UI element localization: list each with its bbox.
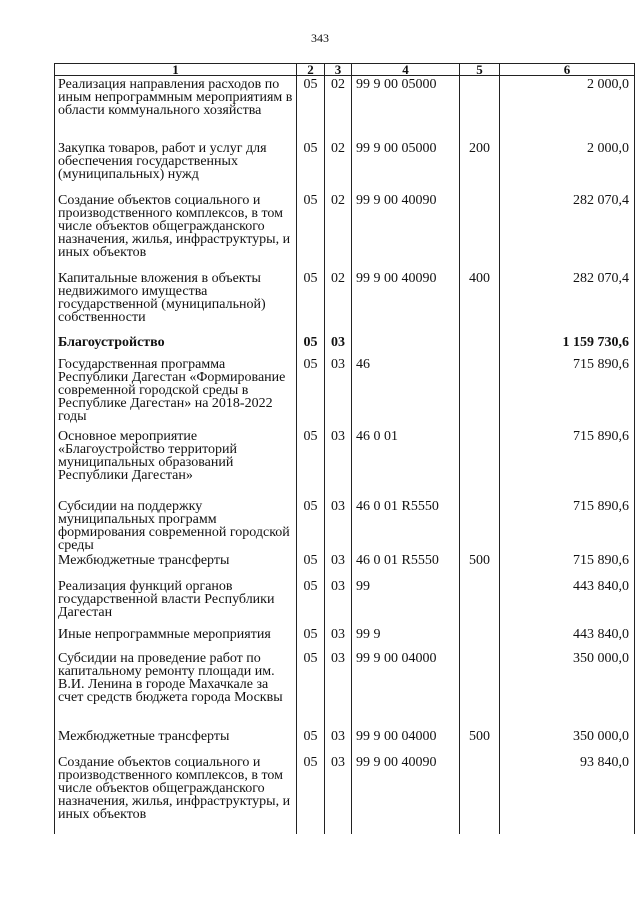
table-row — [55, 552, 635, 578]
row-expense-type-cell — [460, 356, 500, 428]
row-subsection-cell: 03 — [325, 498, 352, 552]
row-expense-type-cell: 500 — [460, 728, 500, 754]
row-target-article-cell: 99 9 00 04000 — [352, 728, 460, 754]
row-expense-type-cell: 200 — [460, 140, 500, 192]
row-section-cell: 05 — [297, 334, 325, 356]
row-amount-cell: 715 890,6 — [500, 552, 635, 578]
row-subsection-cell: 02 — [325, 76, 352, 140]
row-name-cell: Субсидии на проведение работ по капитальному ремонту площади им. В.И. Ленина в городе Махачкале за счет средств бюджета города Москвы — [55, 650, 297, 728]
table-row — [55, 650, 635, 728]
row-name-cell: Реализация направления расходов по иным непрограммным мероприятиям в области коммунального хозяйства — [55, 76, 297, 140]
table-row — [55, 76, 635, 140]
header-row — [55, 64, 635, 76]
row-subsection-cell: 03 — [325, 334, 352, 356]
row-amount-cell: 282 070,4 — [500, 270, 635, 334]
row-target-article-cell: 46 0 01 R5550 — [352, 552, 460, 578]
row-subsection-cell: 03 — [325, 728, 352, 754]
row-target-article-cell: 99 9 00 40090 — [352, 754, 460, 834]
row-amount-cell: 443 840,0 — [500, 578, 635, 626]
row-subsection-cell: 02 — [325, 270, 352, 334]
row-target-article-cell: 46 0 01 R5550 — [352, 498, 460, 552]
row-expense-type-cell — [460, 498, 500, 552]
row-amount-cell: 1 159 730,6 — [500, 334, 635, 356]
row-expense-type-cell — [460, 578, 500, 626]
row-section-cell: 05 — [297, 728, 325, 754]
row-target-article-cell: 99 9 00 05000 — [352, 140, 460, 192]
row-amount-cell: 715 890,6 — [500, 356, 635, 428]
row-name-cell: Благоустройство — [55, 334, 297, 356]
row-target-article-cell: 99 9 00 40090 — [352, 270, 460, 334]
row-section-cell: 05 — [297, 356, 325, 428]
table-row — [55, 498, 635, 552]
row-amount-cell: 282 070,4 — [500, 192, 635, 270]
row-amount-cell: 350 000,0 — [500, 650, 635, 728]
row-subsection-cell: 03 — [325, 626, 352, 650]
row-expense-type-cell — [460, 650, 500, 728]
row-name-cell: Субсидии на поддержку муниципальных программ формирования современной городской среды — [55, 498, 297, 552]
row-section-cell: 05 — [297, 754, 325, 834]
row-target-article-cell: 99 — [352, 578, 460, 626]
row-subsection-cell: 03 — [325, 578, 352, 626]
row-name-cell: Создание объектов социального и производственного комплексов, в том числе объектов общегражданского назначения, жилья, инфраструктуры, и иных объектов — [55, 192, 297, 270]
row-amount-cell: 715 890,6 — [500, 498, 635, 552]
table-row — [55, 728, 635, 754]
row-target-article-cell — [352, 334, 460, 356]
row-expense-type-cell — [460, 428, 500, 498]
row-amount-cell: 443 840,0 — [500, 626, 635, 650]
header-cell-2: 2 — [297, 64, 325, 76]
row-section-cell: 05 — [297, 552, 325, 578]
row-section-cell: 05 — [297, 192, 325, 270]
table-row — [55, 356, 635, 428]
row-section-cell: 05 — [297, 578, 325, 626]
row-section-cell: 05 — [297, 140, 325, 192]
row-section-cell: 05 — [297, 76, 325, 140]
row-section-cell: 05 — [297, 498, 325, 552]
page-number: 343 — [311, 31, 329, 45]
table-row — [55, 626, 635, 650]
row-amount-cell: 715 890,6 — [500, 428, 635, 498]
row-expense-type-cell — [460, 192, 500, 270]
row-expense-type-cell — [460, 334, 500, 356]
row-expense-type-cell — [460, 626, 500, 650]
row-name-cell: Реализация функций органов государственной власти Республики Дагестан — [55, 578, 297, 626]
row-amount-cell: 2 000,0 — [500, 140, 635, 192]
header-cell-3: 3 — [325, 64, 352, 76]
row-subsection-cell: 03 — [325, 356, 352, 428]
row-amount-cell: 2 000,0 — [500, 76, 635, 140]
row-subsection-cell: 03 — [325, 552, 352, 578]
header-cell-5: 5 — [460, 64, 500, 76]
row-name-cell: Создание объектов социального и производственного комплексов, в том числе объектов общегражданского назначения, жилья, инфраструктуры, и иных объектов — [55, 754, 297, 834]
row-section-cell: 05 — [297, 650, 325, 728]
table-row — [55, 270, 635, 334]
row-section-cell: 05 — [297, 428, 325, 498]
row-target-article-cell: 46 0 01 — [352, 428, 460, 498]
header-cell-4: 4 — [352, 64, 460, 76]
row-expense-type-cell — [460, 76, 500, 140]
row-name-cell: Межбюджетные трансферты — [55, 552, 297, 578]
table-row — [55, 334, 635, 356]
row-target-article-cell: 99 9 00 05000 — [352, 76, 460, 140]
row-section-cell: 05 — [297, 270, 325, 334]
header-cell-1: 1 — [55, 64, 297, 76]
row-subsection-cell: 03 — [325, 754, 352, 834]
row-amount-cell: 93 840,0 — [500, 754, 635, 834]
row-name-cell: Межбюджетные трансферты — [55, 728, 297, 754]
row-amount-cell: 350 000,0 — [500, 728, 635, 754]
budget-table — [54, 63, 635, 834]
table-row — [55, 428, 635, 498]
row-target-article-cell: 99 9 00 04000 — [352, 650, 460, 728]
row-name-cell: Основное мероприятие «Благоустройство территорий муниципальных образований Республики Дагестан» — [55, 428, 297, 498]
row-name-cell: Капитальные вложения в объекты недвижимого имущества государственной (муниципальной) собственности — [55, 270, 297, 334]
row-subsection-cell: 03 — [325, 650, 352, 728]
row-section-cell: 05 — [297, 626, 325, 650]
row-name-cell: Закупка товаров, работ и услуг для обеспечения государственных (муниципальных) нужд — [55, 140, 297, 192]
row-expense-type-cell — [460, 754, 500, 834]
table-row — [55, 140, 635, 192]
table-row — [55, 192, 635, 270]
row-expense-type-cell: 500 — [460, 552, 500, 578]
row-name-cell: Иные непрограммные мероприятия — [55, 626, 297, 650]
row-target-article-cell: 46 — [352, 356, 460, 428]
row-subsection-cell: 02 — [325, 140, 352, 192]
row-expense-type-cell: 400 — [460, 270, 500, 334]
header-cell-6: 6 — [500, 64, 635, 76]
row-subsection-cell: 03 — [325, 428, 352, 498]
table-row — [55, 578, 635, 626]
row-target-article-cell: 99 9 — [352, 626, 460, 650]
row-subsection-cell: 02 — [325, 192, 352, 270]
row-name-cell: Государственная программа Республики Дагестан «Формирование современной городской среды в Республике Дагестан» на 2018-2022 годы — [55, 356, 297, 428]
table-row — [55, 754, 635, 834]
row-target-article-cell: 99 9 00 40090 — [352, 192, 460, 270]
